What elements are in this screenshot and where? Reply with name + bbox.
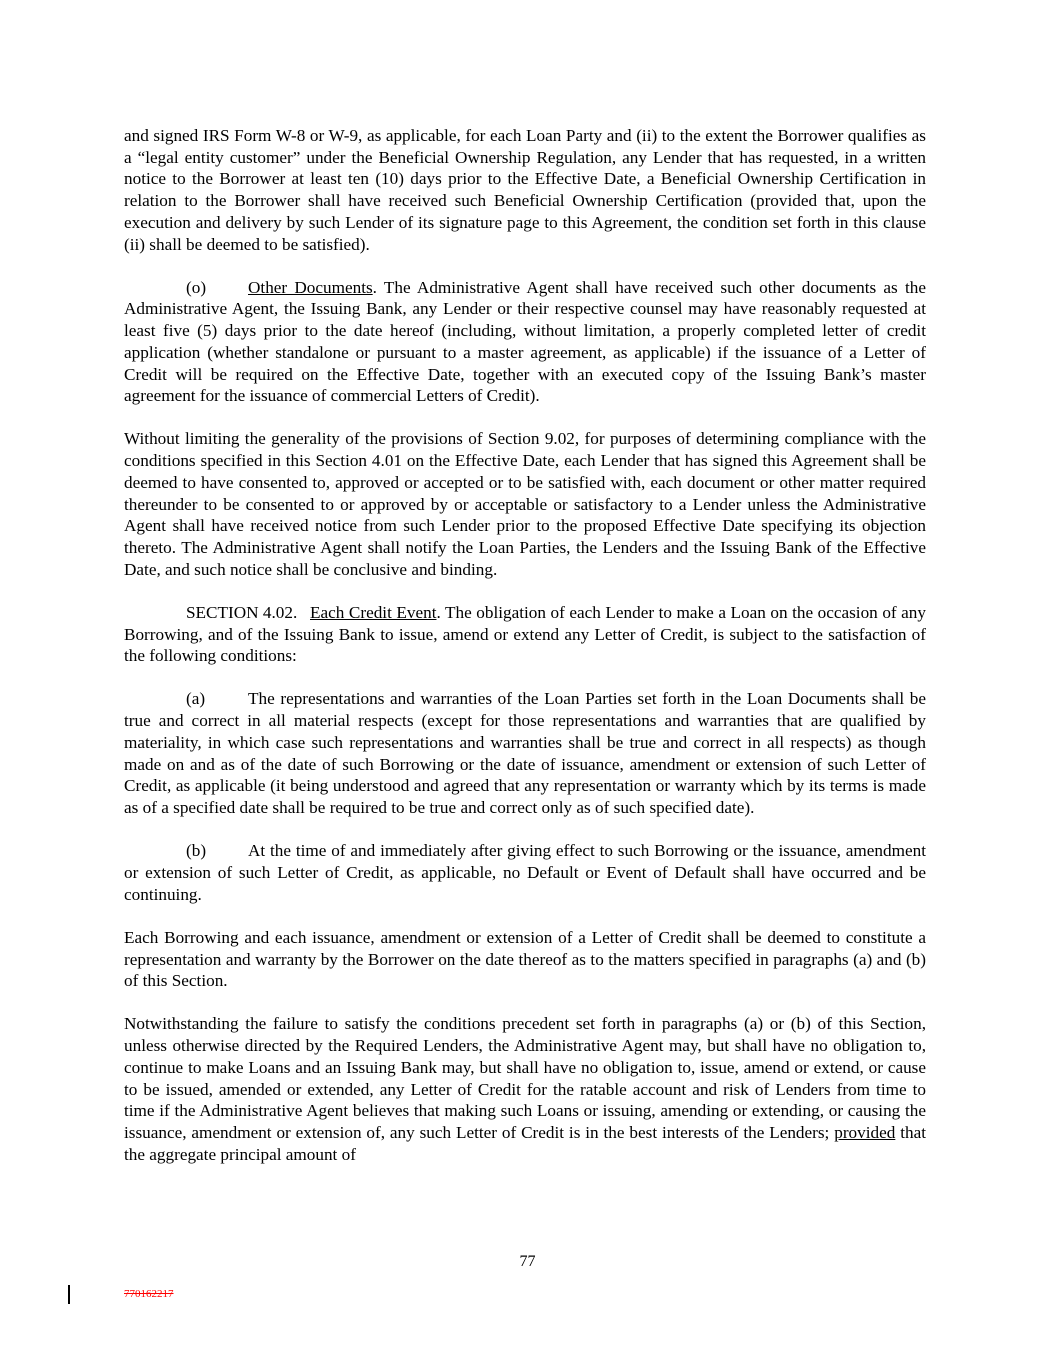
document-page <box>124 125 926 1187</box>
section-heading: Each Credit Event <box>310 602 437 622</box>
paragraph-clause-b <box>124 840 926 905</box>
paragraph-text: Each Borrowing and each issuance, amendment or extension of a Letter of Credit shall be deemed to constitute a representation and warranty by the Borrower on the date thereof as to the matters specified in paragraphs (a) and (b) of this Section. <box>124 927 926 991</box>
clause-marker: (b) <box>186 841 207 861</box>
paragraph-clause-a <box>124 688 926 818</box>
clause-heading: Other Documents <box>248 277 373 297</box>
clause-marker: (a) <box>186 689 206 709</box>
paragraph-without-limiting <box>124 428 926 580</box>
document-id: 770162217 <box>124 1288 174 1300</box>
paragraph-text: Notwithstanding the failure to satisfy the conditions precedent set forth in paragraphs (a) or (b) of this Section, unless otherwise directed by the Required Lenders, the Administrative Agent may, but shall have no obligation to, continue to make Loans and an Issuing Bank may, but shall have no obligation to, issue, amend or extend, or cause to be issued, amended or extended, any Letter of Credit for the ratable account and risk of Lenders from time to time if the Administrative Agent believes that making such Loans or issuing, amending or extending, or causing the issuance, amendment or extension of, any such Letter of Credit is in the best interests of the Lenders; <box>124 1014 926 1142</box>
section-number: SECTION 4.02. <box>186 602 298 622</box>
clause-marker: (o) <box>186 277 207 297</box>
paragraph-text: The representations and warranties of the Loan Parties set forth in the Loan Documents shall be true and correct in all material respects (except for those representations and warranties that are qualified by materiality, in which case such representations and warranties shall be true and correct in all respects) as though made on and as of the date of such Borrowing or the date of issuance, amendment or extension of such Letter of Credit, as applicable (it being understood and agreed that any representation or warranty which by its terms is made as of a specified date shall be required to be true and correct only as of such specified date). <box>124 689 926 817</box>
revision-change-bar <box>68 1285 70 1304</box>
paragraph-section-4-02 <box>124 602 926 667</box>
provided-term: provided <box>834 1122 896 1142</box>
paragraph-each-borrowing <box>124 927 926 992</box>
paragraph-text: At the time of and immediately after giving effect to such Borrowing or the issuance, amendment or extension of such Letter of Credit, as applicable, no Default or Event of Default shall have occurred and be continuing. <box>124 841 926 904</box>
paragraph-text: . The obligation of each Lender to make a Loan on the occasion of any Borrowing, and of the Issuing Bank to issue, amend or extend any Letter of Credit, is subject to the satisfaction of the following conditions: <box>124 602 926 666</box>
paragraph-text: Without limiting the generality of the provisions of Section 9.02, for purposes of determining compliance with the conditions specified in this Section 4.01 on the Effective Date, each Lender that has signed this Agreement shall be deemed to have consented to, approved or accepted or to be satisfied with, each document or other matter required thereunder to be consented to or approved by or acceptable or satisfactory to a Lender unless the Administrative Agent shall have received notice from such Lender prior to the proposed Effective Date specifying its objection thereto. The Administrative Agent shall notify the Loan Parties, the Lenders and the Issuing Bank of the Effective Date, and such notice shall be conclusive and binding. <box>124 429 926 579</box>
paragraph-notwithstanding <box>124 1013 926 1165</box>
paragraph-text-tail: that the aggregate principal amount of <box>124 1122 926 1164</box>
page-number: 77 <box>519 1253 536 1270</box>
paragraph-text: and signed IRS Form W-8 or W-9, as applicable, for each Loan Party and (ii) to the extent the Borrower qualifies as a “legal entity customer” under the Beneficial Ownership Regulation, any Lender that has requested, in a written notice to the Borrower at least ten (10) days prior to the Effective Date, a Beneficial Ownership Certification in relation to the Borrower shall have received such Beneficial Ownership Certification (provided that, upon the execution and delivery by such Lender of its signature page to this Agreement, the condition set forth in this clause (ii) shall be deemed to be satisfied). <box>124 126 926 254</box>
paragraph-text: . The Administrative Agent shall have received such other documents as the Administrative Agent, the Issuing Bank, any Lender or their respective counsel may have reasonably requested at least five (5) days prior to the date hereof (including, without limitation, a properly completed letter of credit application (whether standalone or pursuant to a master agreement, as applicable) if the issuance of a Letter of Credit will be required on the Effective Date, together with an executed copy of the Issuing Bank’s master agreement for the issuance of commercial Letters of Credit). <box>124 277 926 406</box>
paragraph-other-documents <box>124 277 926 407</box>
paragraph-irs-form <box>124 125 926 255</box>
